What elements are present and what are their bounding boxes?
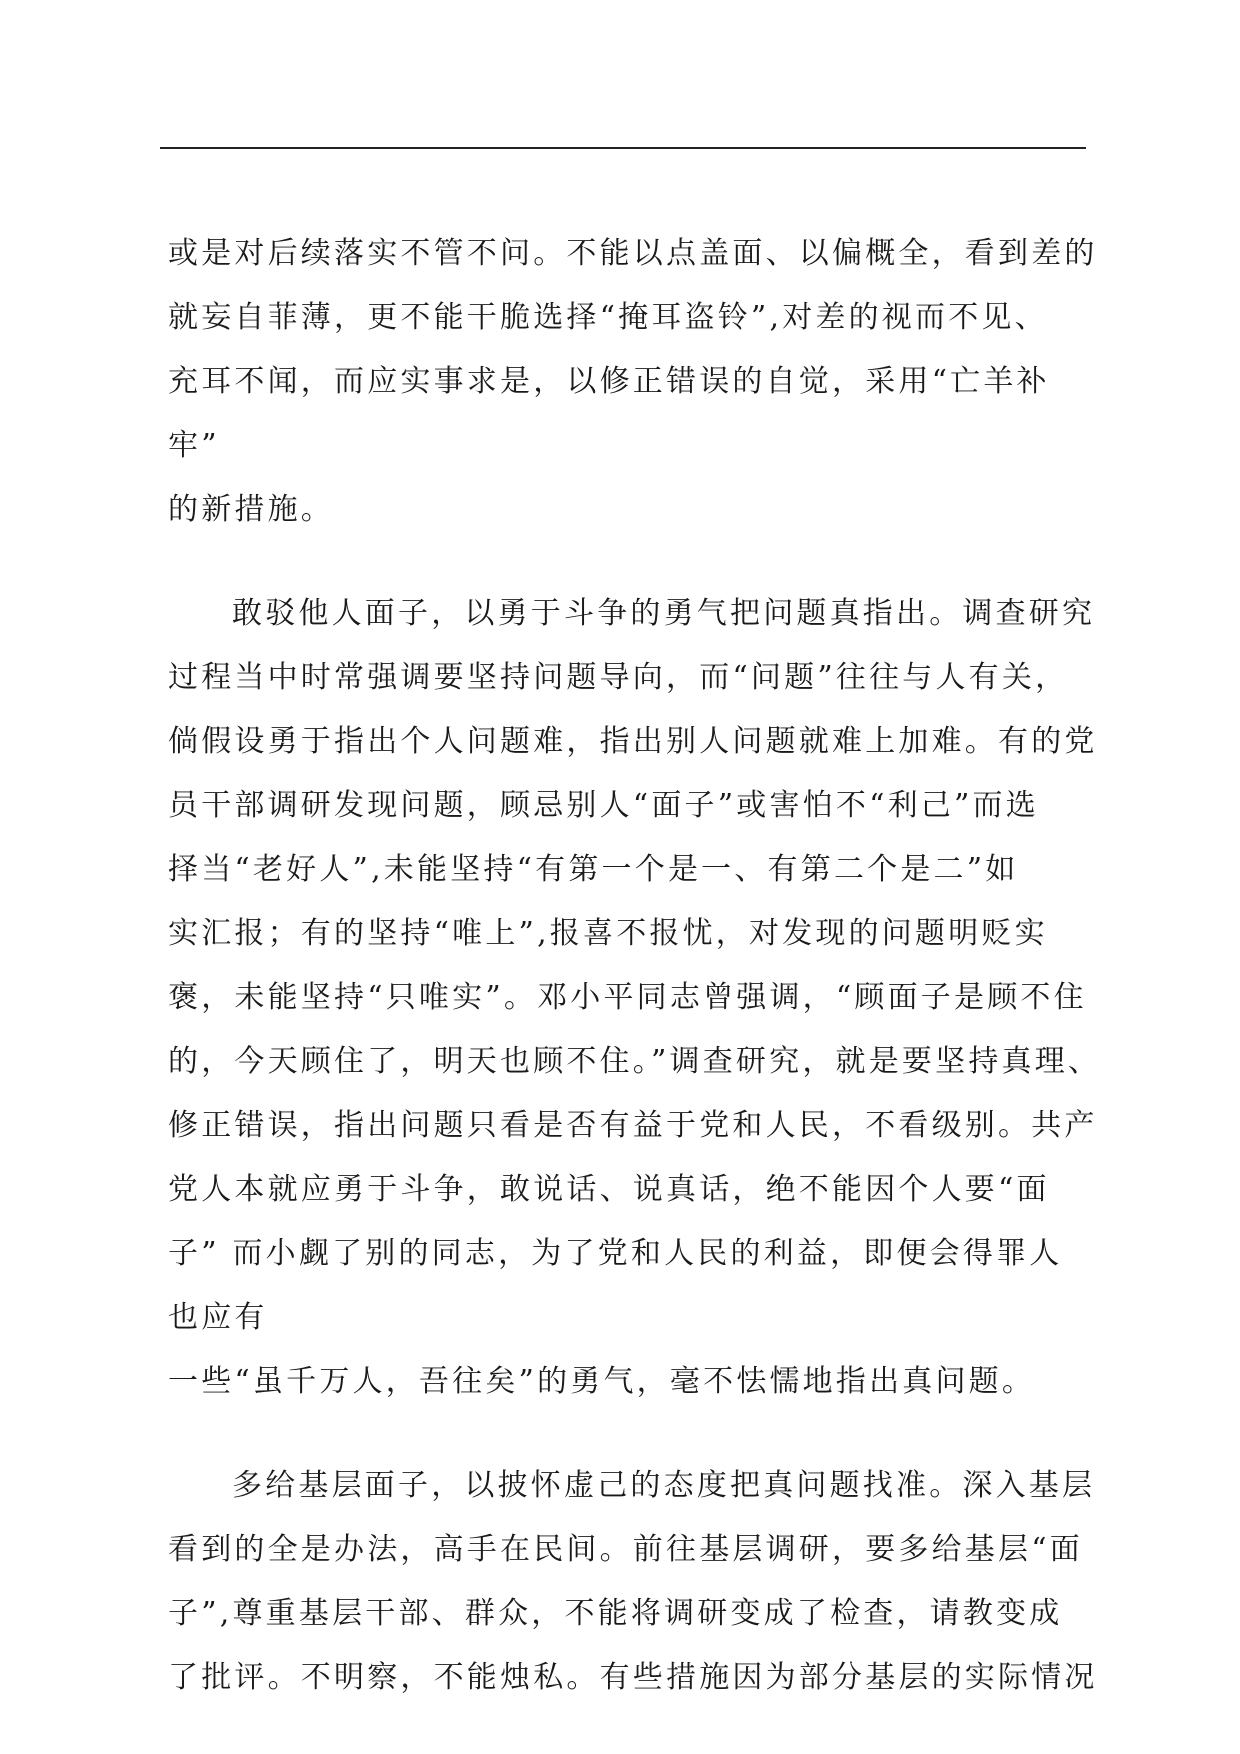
- header-rule: [160, 147, 1086, 149]
- text-line: 过程当中时常强调要坚持问题导向，而“问题”往往与人有关，: [168, 660, 1069, 695]
- paragraph-1: [168, 222, 1098, 542]
- text-line: 的新措施。: [168, 492, 334, 527]
- text-line: 褒，未能坚持“只唯实”。邓小平同志曾强调，“顾面子是顾不住: [168, 980, 1087, 1015]
- text-line: 了批评。不明察，不能烛私。有些措施因为部分基层的实际情况: [168, 1660, 1098, 1695]
- text-line: 子” 而小觑了别的同志，为了党和人民的利益，即便会得罪人: [168, 1236, 1063, 1271]
- text-line: 充耳不闻，而应实事求是，以修正错误的自觉，采用“亡羊补: [168, 364, 1050, 399]
- paragraph-gap: [168, 542, 1088, 582]
- text-line: 员干部调研发现问题，顾忌别人“面子”或害怕不“利己”而选: [168, 788, 1039, 823]
- text-line: 看到的全是办法，高手在民间。前往基层调研，要多给基层“面: [168, 1532, 1083, 1567]
- text-line: 倘假设勇于指出个人问题难，指出别人问题就难上加难。有的党: [168, 724, 1098, 759]
- paragraph-2: [168, 582, 1102, 1414]
- text-line: 的，今天顾住了，明天也顾不住。”调查研究，就是要坚持真理、: [168, 1044, 1102, 1079]
- paragraph-3: [168, 1454, 1098, 1710]
- text-line: 修正错误，指出问题只看是否有益于党和人民，不看级别。共产: [168, 1108, 1098, 1143]
- text-line: 实汇报；有的坚持“唯上”,报喜不报忧，对发现的问题明贬实: [168, 916, 1048, 951]
- document-body: [168, 222, 1102, 1710]
- text-line: 牢”: [168, 428, 220, 463]
- text-line: 一些“虽千万人，吾往矣”的勇气，毫不怯懦地指出真问题。: [168, 1364, 1036, 1399]
- text-line: 子”,尊重基层干部、群众，不能将调研变成了检查，请教变成: [168, 1596, 1063, 1631]
- text-line: 敢驳他人面子，以勇于斗争的勇气把问题真指出。调查研究: [232, 596, 1096, 631]
- text-line: 党人本就应勇于斗争，敢说话、说真话，绝不能因个人要“面: [168, 1172, 1050, 1207]
- text-line: 择当“老好人”,未能坚持“有第一个是一、有第二个是二”如: [168, 852, 1019, 887]
- text-line: 就妄自菲薄，更不能干脆选择“掩耳盗铃”,对差的视而不见、: [168, 300, 1048, 335]
- text-line: 或是对后续落实不管不问。不能以点盖面、以偏概全，看到差的: [168, 236, 1098, 271]
- text-line: 多给基层面子，以披怀虚己的态度把真问题找准。深入基层: [232, 1468, 1096, 1503]
- text-line: 也应有: [168, 1300, 268, 1335]
- paragraph-gap: [168, 1414, 1088, 1454]
